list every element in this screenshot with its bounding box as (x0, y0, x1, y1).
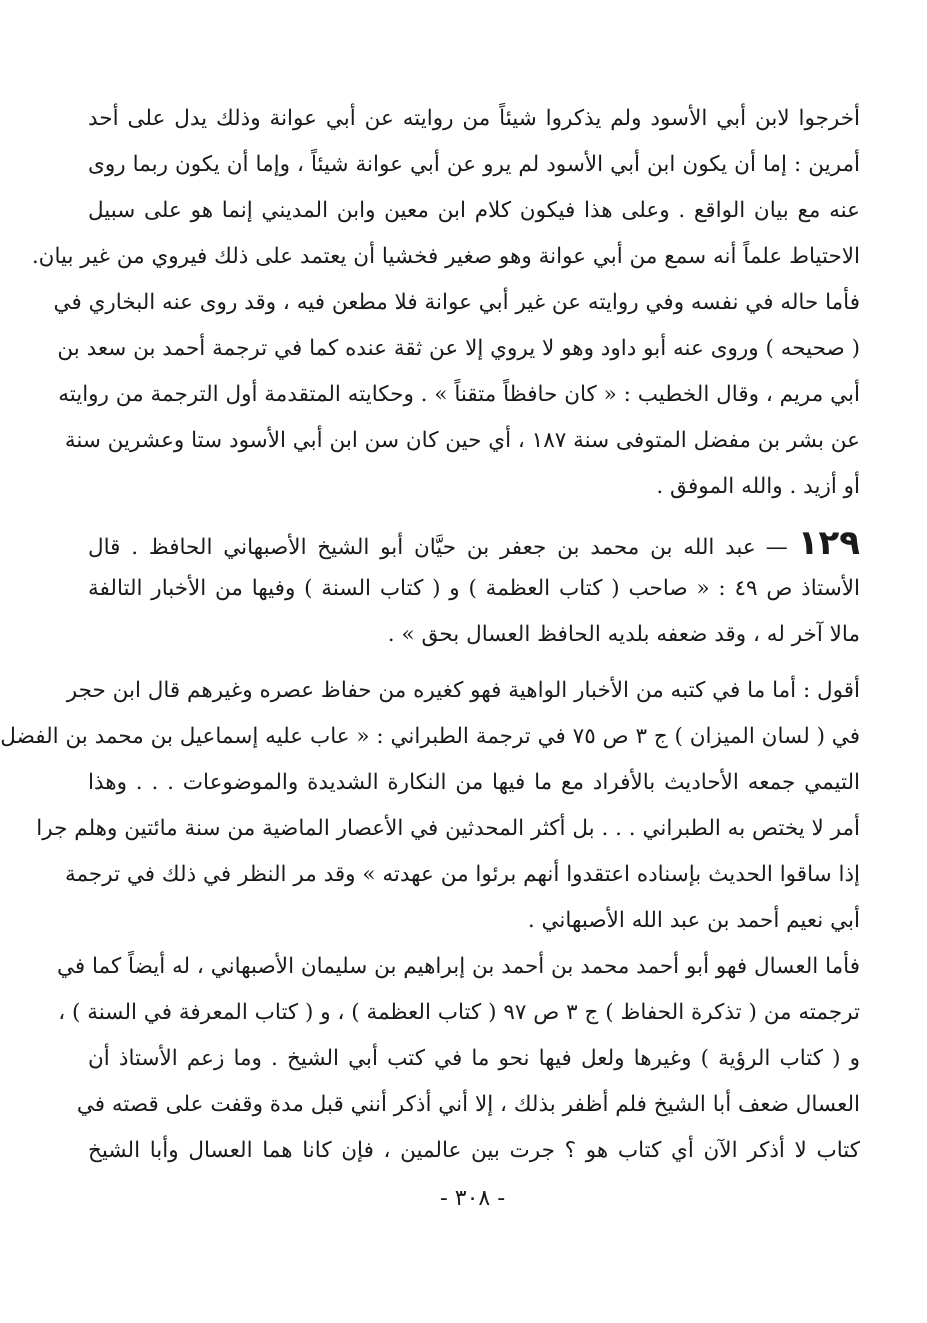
text-line: فأما حاله في نفسه وفي روايته عن غير أبي عوانة فلا مطعن فيه ، وقد روى عنه البخاري في (53, 290, 860, 315)
text-line: عن بشر بن مفضل المتوفى سنة ١٨٧ ، أي حين كان سن ابن أبي الأسود ستا وعشرين سنة (64, 428, 860, 453)
entry-129 (88, 520, 860, 658)
text-line: أخرجوا لابن أبي الأسود ولم يذكروا شيئاً من روايته عن أبي عوانة وذلك يدل على أحد (88, 106, 860, 131)
text-line: أبي مريم ، وقال الخطيب : « كان حافظاً متقناً » . وحكايته المتقدمة أول الترجمة من روايته (58, 382, 860, 407)
text-line: في ( لسان الميزان ) ج ٣ ص ٧٥ في ترجمة الطبراني : « عاب عليه إسماعيل بن محمد بن الفضل (0, 724, 860, 749)
entry-heading (88, 520, 860, 566)
entry-title-line: عبد الله بن محمد بن جعفر بن حيَّان أبو الشيخ الأصبهاني الحافظ . قال (88, 535, 756, 560)
text-line: الاحتياط علماً أنه سمع من أبي عوانة وهو صغير فخشيا أن يعتمد على ذلك فيروي من غير بيان. (31, 244, 860, 269)
spacer (88, 658, 860, 668)
text-line: الأستاذ ص ٤٩ : « صاحب ( كتاب العظمة ) و ( كتاب السنة ) وفيها من الأخبار التالفة (88, 576, 860, 601)
page-number: - ٣٠٨ - (439, 1186, 506, 1211)
text-line: و ( كتاب الرؤية ) وغيرها ولعل فيها نحو ما في كتب أبي الشيخ . وما زعم الأستاذ أن (88, 1046, 860, 1071)
text-line: مالا آخر له ، وقد ضعفه بلديه الحافظ العسال بحق » . (387, 622, 860, 647)
text-line: أو أزيد . والله الموفق . (656, 474, 860, 499)
paragraph-1 (31, 96, 860, 280)
text-line: ترجمته من ( تذكرة الحفاظ ) ج ٣ ص ٩٧ ( كتاب العظمة ) ، و ( كتاب المعرفة في السنة ) ، (58, 1000, 860, 1025)
text-line: التيمي جمعه الأحاديث بالأفراد مع ما فيها من النكارة الشديدة والموضوعات . . . وهذا (88, 770, 860, 795)
text-line: إذا ساقوا الحديث بإسناده اعتقدوا أنهم برئوا من عهدته » وقد مر النظر في ذلك في ترجمة (64, 862, 860, 887)
text-line: فأما العسال فهو أبو أحمد محمد بن أحمد بن إبراهيم بن سليمان الأصبهاني ، له أيضاً كما في (56, 954, 860, 979)
text-line: أمرين : إما أن يكون ابن أبي الأسود لم يرو عن أبي عوانة شيئاً ، وإما أن يكون ربما روى (88, 152, 860, 177)
text-line: أقول : أما ما في كتبه من الأخبار الواهية فهو كغيره من حفاظ عصره وغيرهم قال ابن حجر (66, 678, 860, 703)
text-line: أبي نعيم أحمد بن عبد الله الأصبهاني . (527, 908, 860, 933)
entry-number: ١٢٩ (797, 523, 860, 563)
text-line: عنه مع بيان الواقع . وعلى هذا فيكون كلام ابن معين وابن المديني إنما هو على سبيل (88, 198, 860, 223)
text-line: ( صحيحه ) وروى عنه أبو داود وهو لا يروي إلا عن ثقة عنده كما في ترجمة أحمد بن سعد بن (57, 336, 860, 361)
text-line: العسال ضعف أبا الشيخ فلم أظفر بذلك ، إلا أني أذكر أنني قبل مدة وقفت على قصته في (76, 1092, 860, 1117)
text-line: كتاب لا أذكر الآن أي كتاب هو ؟ جرت بين عالمين ، فإن كانا هما العسال وأبا الشيخ (88, 1138, 860, 1163)
spacer (88, 510, 860, 520)
paragraph-4 (56, 944, 860, 1174)
page-body (0, 96, 860, 1276)
entry-dash: — (765, 535, 788, 560)
paragraph-3 (0, 668, 860, 944)
text-line: أمر لا يختص به الطبراني . . . بل أكثر المحدثين في الأعصار الماضية من سنة مائتين وهلم جرا (36, 816, 860, 841)
paragraph-2 (53, 280, 860, 510)
